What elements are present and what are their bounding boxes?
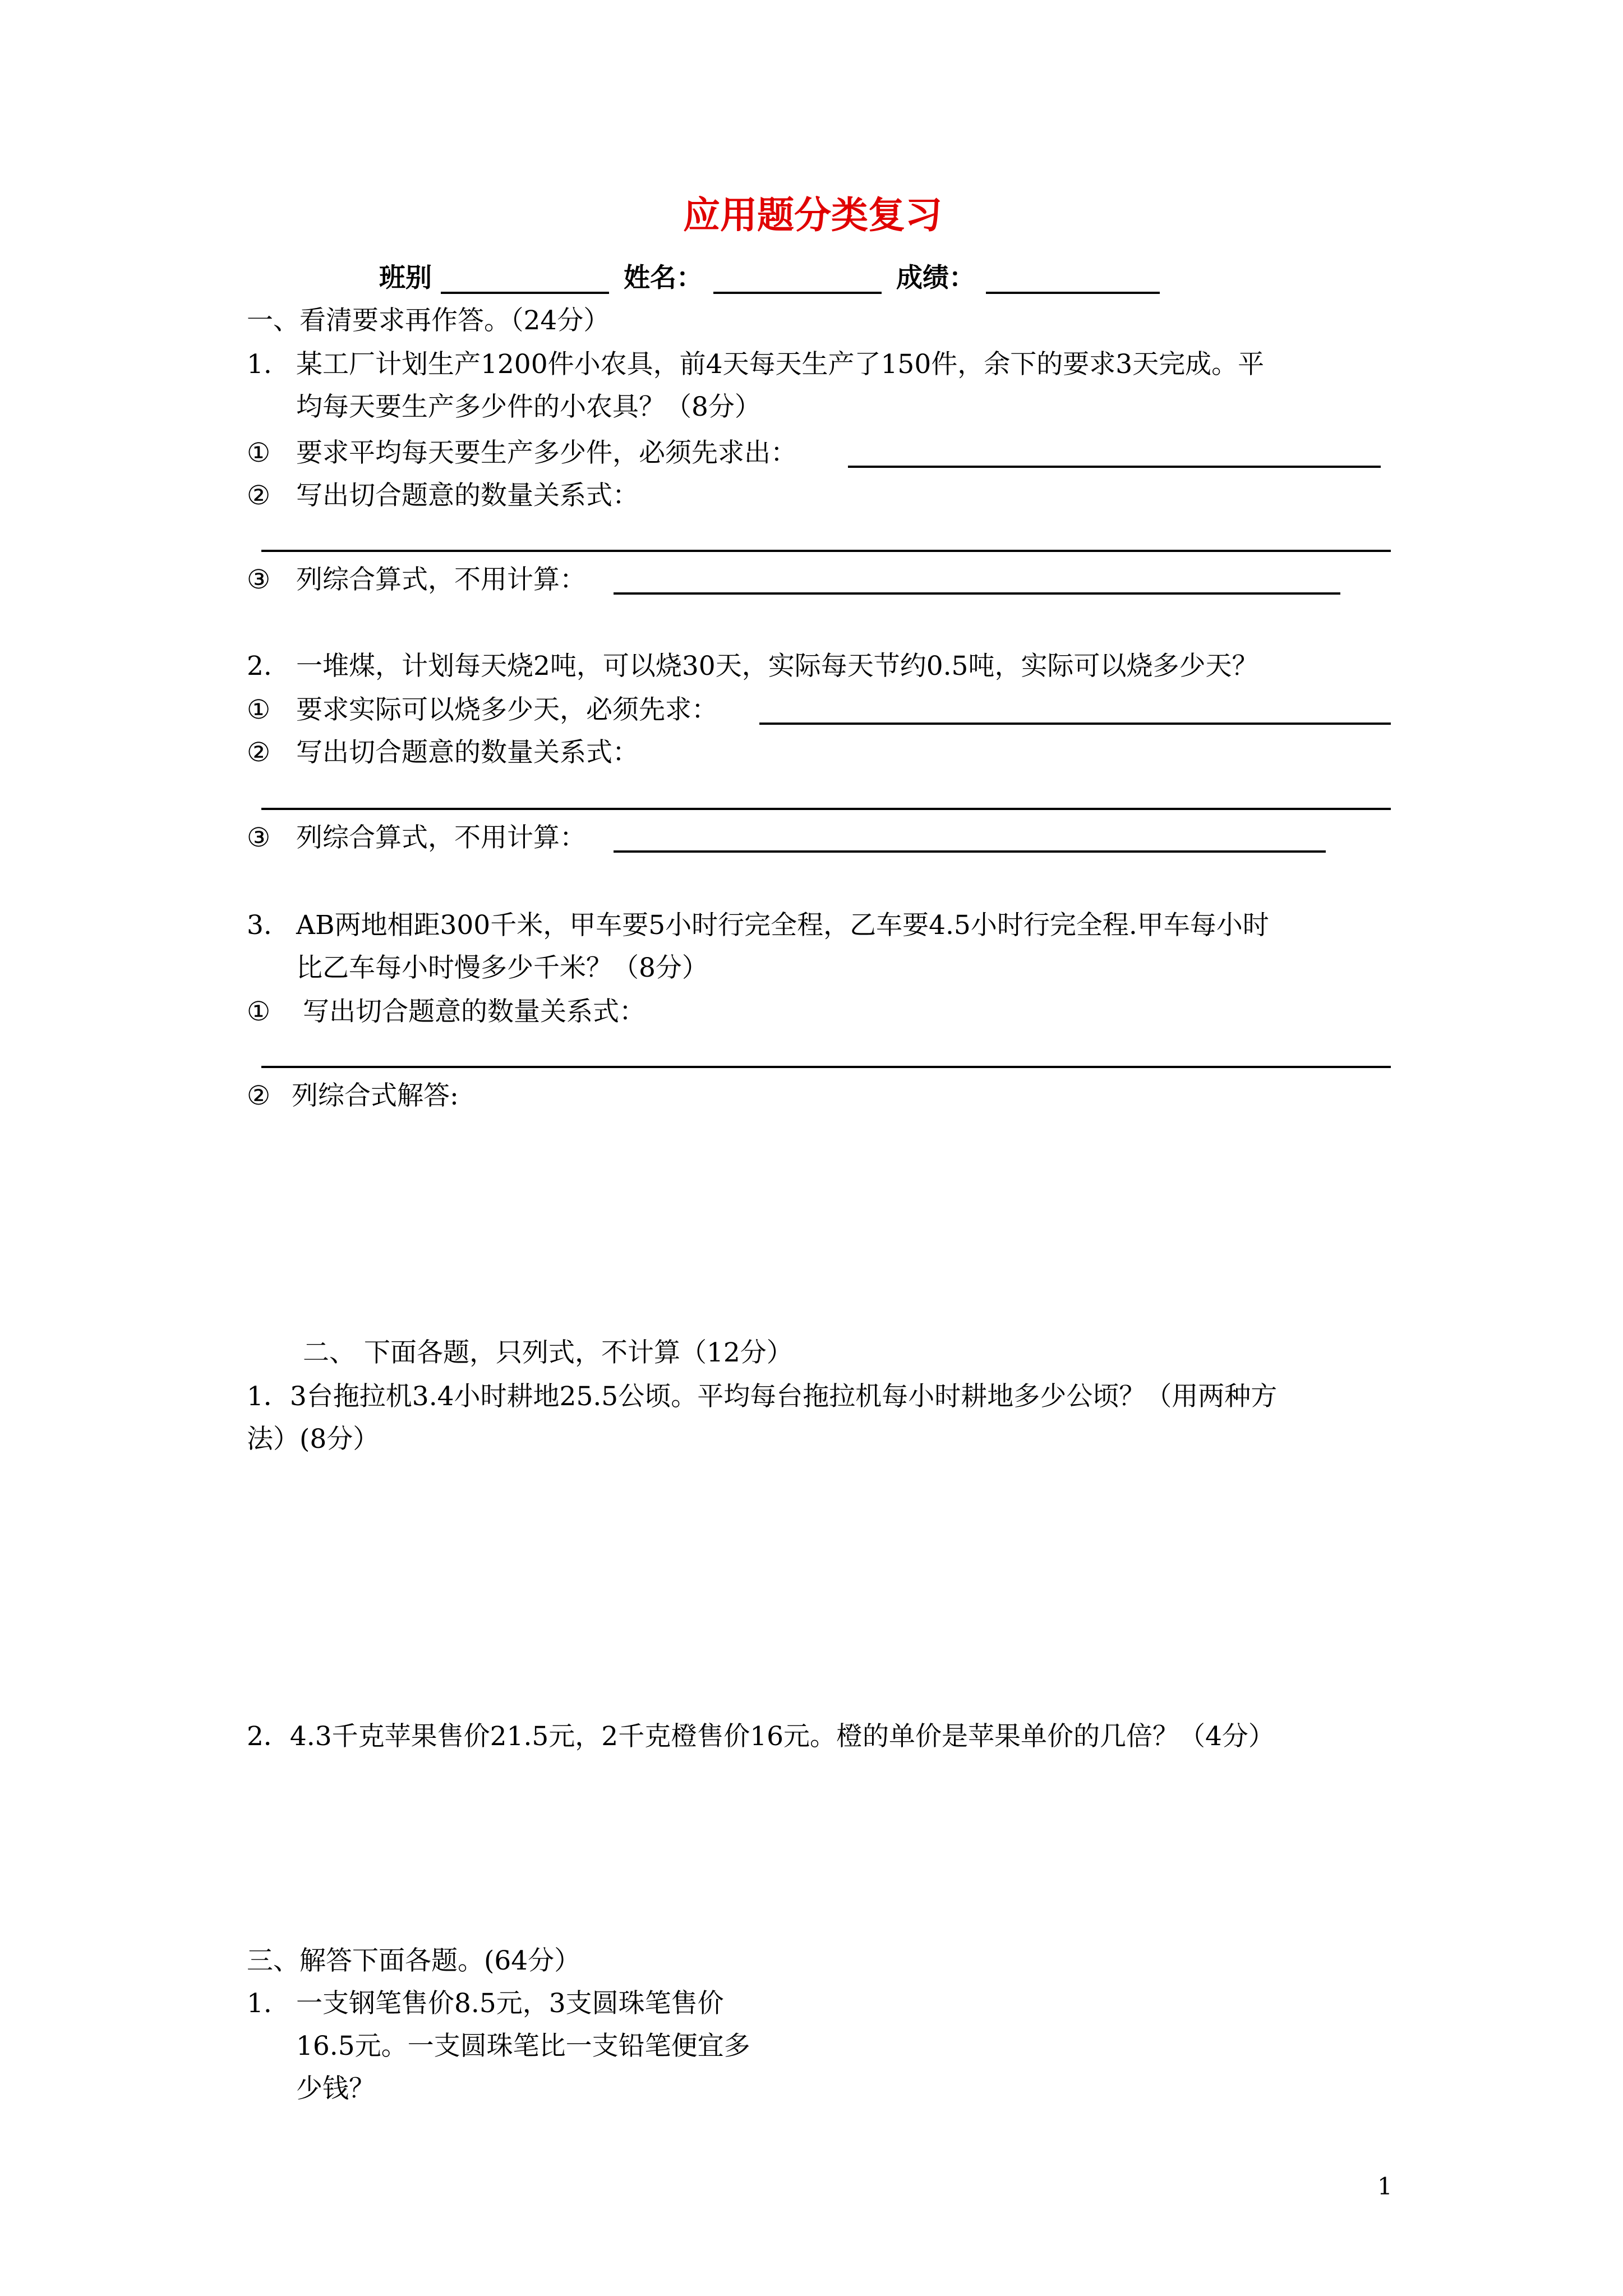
section3-heading: 三、解答下面各题。(64分） [247,1945,581,1976]
section3-q1-line2: 16.5元。一支圆珠笔比一支铅笔便宜多 [296,2031,750,2062]
score-label: 成绩： [896,263,975,293]
q2-sub3-mark: ③ [247,822,271,853]
q3-text-line1: AB两地相距300千米，甲车要5小时行完全程，乙车要4.5小时行完全程.甲车每小时 [296,910,1269,941]
section3-q1-line3: 少钱？ [296,2073,375,2104]
section3-q1-line1: 一支钢笔售价8.5元，3支圆珠笔售价 [296,1988,724,2019]
page-number: 1 [1377,2173,1393,2200]
q2-sub3-text: 列综合算式，不用计算： [296,822,586,853]
q3-number: 3. [247,910,272,941]
q2-sub3-blank [614,850,1326,853]
q2-sub2-text: 写出切合题意的数量关系式： [296,737,639,768]
q3-text-line2: 比乙车每小时慢多少千米？（8分） [296,953,708,983]
q1-sub1-blank [848,466,1381,468]
q2-sub2-mark: ② [247,737,271,768]
section3-q1-number: 1. [247,1988,272,2019]
q2-sub2-blank [261,808,1391,810]
class-label: 班别 [379,263,432,293]
q3-sub2-mark: ② [247,1080,271,1111]
name-label: 姓名： [624,263,703,293]
q1-sub2-blank [261,550,1391,552]
section1-heading: 一、看清要求再作答。（24分） [247,305,610,336]
q1-sub1-text: 要求平均每天要生产多少件，必须先求出： [296,438,797,468]
q2-text-line1: 一堆煤，计划每天烧2吨，可以烧30天，实际每天节约0.5吨，实际可以烧多少天？ [296,651,1258,682]
q1-sub1-mark: ① [247,438,271,468]
q1-sub3-mark: ③ [247,564,271,595]
q1-text-line2: 均每天要生产多少件的小农具？（8分） [296,392,761,422]
q1-sub3-blank [614,592,1340,595]
q1-number: 1. [247,349,272,380]
q2-sub1-mark: ① [247,694,271,725]
q1-sub2-text: 写出切合题意的数量关系式： [296,480,639,511]
name-blank [713,292,882,294]
class-blank [441,292,609,294]
q3-sub1-blank [261,1066,1391,1068]
q3-sub1-text: 写出切合题意的数量关系式： [303,996,645,1027]
page-title: 应用题分类复习 [683,193,942,237]
q3-sub2-text: 列综合式解答: [292,1080,459,1111]
q2-number: 2. [247,651,272,682]
q1-sub2-mark: ② [247,480,271,511]
q1-sub3-text: 列综合算式，不用计算： [296,564,586,595]
section2-q1-line2: 法）(8分） [247,1424,380,1455]
section2-heading: 二、 下面各题，只列式，不计算（12分） [303,1337,793,1368]
q1-text-line1: 某工厂计划生产1200件小农具，前4天每天生产了150件，余下的要求3天完成。平 [296,349,1265,380]
q2-sub1-blank [759,723,1391,725]
section2-q2: 2．4.3千克苹果售价21.5元，2千克橙售价16元。橙的单价是苹果单价的几倍？（4分） [247,1721,1275,1752]
q2-sub1-text: 要求实际可以烧多少天，必须先求： [296,694,718,725]
score-blank [986,292,1160,294]
section2-q1-line1: 1．3台拖拉机3.4小时耕地25.5公顷。平均每台拖拉机每小时耕地多少公顷？（用两种方 [247,1381,1278,1412]
q3-sub1-mark: ① [247,996,271,1027]
